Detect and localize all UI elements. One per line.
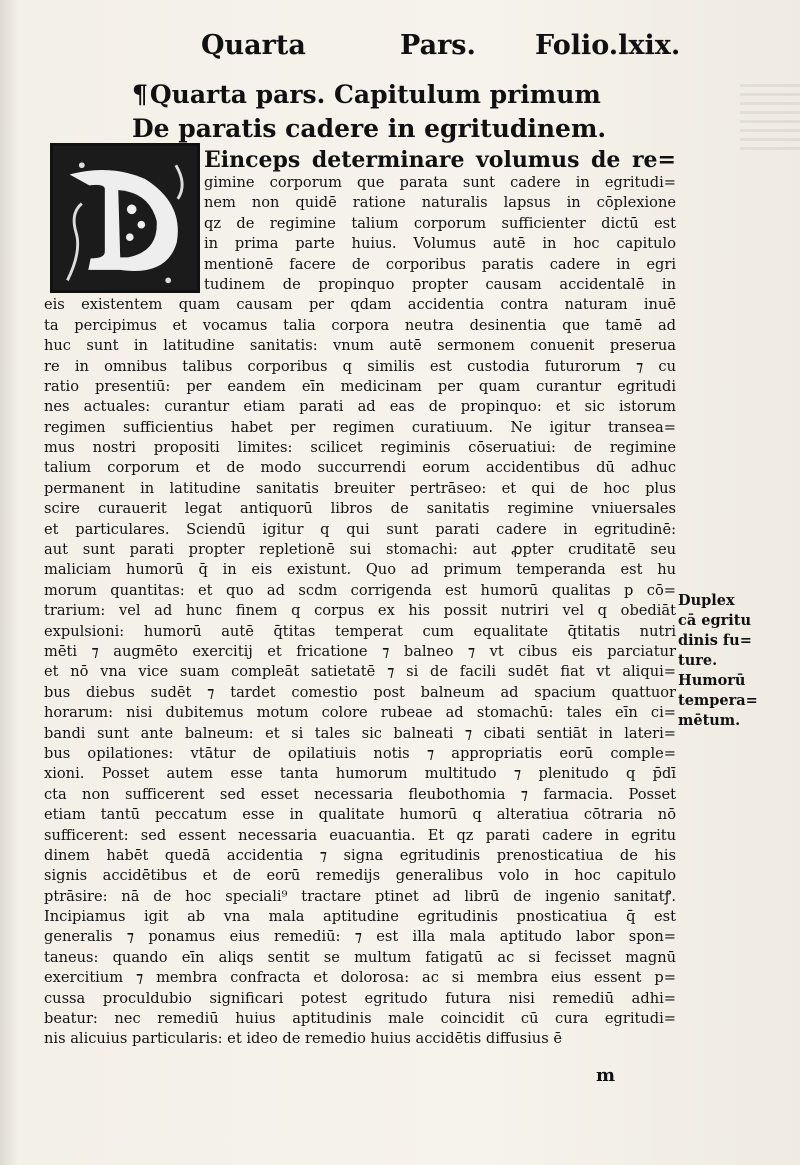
chapter-title-line1: ¶Quarta pars. Capitulum primum [132, 80, 601, 109]
body-line: etiam tantū peccatum esse in qualitate humorū q alteratiua cōtraria nō [44, 806, 676, 824]
body-line: Incipiamus igit ab vna mala aptitudine egritudinis pnosticatiua q̄ est [44, 908, 676, 926]
body-line: bus opilationes: vtātur de opilatiuis notis ⁊ appropriatis eorū comple= [44, 744, 676, 762]
body-line: morum quantitas: et quo ad scdm corrigenda est humorū qualitas p cō= [44, 581, 676, 599]
body-text [44, 148, 676, 1050]
body-line: qz de regimine talium corporum sufficienter dictū est [204, 214, 676, 232]
body-line: gimine corporum que parata sunt cadere in egritudi= [204, 174, 676, 191]
margin-note-line: mētum. [678, 712, 741, 729]
pilcrow-icon: ¶ [132, 80, 148, 109]
body-line: talium corporum et de modo succurrendi eorum accidentibus dū adhuc [44, 459, 676, 477]
body-line: re in omnibus talibus corporibus q similis est custodia futurorum ⁊ cu [44, 357, 676, 375]
body-line: et particulares. Sciendū igitur q qui sunt parati cadere in egritudinē: [44, 520, 676, 538]
body-line: trarium: vel ad hunc finem q corpus ex his possit nutriri vel q obediāt [44, 602, 676, 620]
signature-mark: m [596, 1065, 616, 1086]
body-line: mēti ⁊ augmēto exercitij et fricatione ⁊ balneo ⁊ vt cibus eis parciatur [44, 642, 676, 660]
running-header [195, 30, 775, 66]
margin-note [678, 591, 788, 731]
margin-note-line: Humorū [678, 672, 746, 689]
header-quarta: Quarta [201, 30, 306, 61]
body-line: exercitium ⁊ membra confracta et dolorosa: ac si membra eius essent p= [44, 969, 676, 987]
body-line: scire curauerit legat antiquorū libros de sanitatis regimine vniuersales [44, 500, 676, 518]
margin-note-line: Duplex [678, 592, 735, 609]
body-line: maliciam humorū q̄ in eis existunt. Quo ad primum temperanda est hu [44, 561, 676, 579]
body-line: expulsioni: humorū autē q̄titas temperat cum equalitate q̄titatis nutri [44, 622, 676, 640]
body-line: permanent in latitudine sanitatis breuiter pertrāseo: et qui de hoc plus [44, 479, 676, 497]
body-line: dinem habēt quedā accidentia ⁊ signa egritudinis prenosticatiua de his [44, 846, 676, 864]
body-line: eis existentem quam causam per qdam accidentia contra naturam inuē [44, 296, 676, 314]
body-line: xioni. Posset autem esse tanta humorum multitudo ⁊ plenitudo q p̄dī [44, 765, 676, 783]
body-line: huc sunt in latitudine sanitatis: vnum autē sermonem conuenit preserua [44, 337, 676, 355]
body-line: aut sunt parati propter repletionē sui stomachi: aut ꝓpter cruditatē seu [44, 541, 676, 559]
body-line: cussa proculdubio significari potest egritudo futura nisi remediū adhi= [44, 989, 676, 1007]
body-line: ratio presentiū: per eandem eīn medicinam per quam curantur egritudi [44, 377, 676, 395]
body-line: in prima parte huius. Volumus autē in hoc capitulo [204, 235, 676, 253]
body-line: ptrāsire: nā de hoc speciali⁹ tractare ptinet ad librū de ingenio sanitatꝭ. [44, 887, 676, 905]
body-line: signis accidētibus et de eorū remedijs generalibus volo in hoc capitulo [44, 867, 676, 885]
margin-note-line: ture. [678, 652, 718, 669]
margin-note-line: cā egritu [678, 612, 752, 629]
body-line: nem non quidē ratione naturalis lapsus in cōplexione [204, 194, 676, 212]
body-line: mus nostri propositi limites: scilicet regiminis cōseruatiui: de regimine [44, 439, 676, 457]
body-line: nes actuales: curantur etiam parati ad eas de propinquo: et sic istorum [44, 398, 676, 416]
margin-note-line: dinis fu= [678, 632, 752, 649]
margin-note-line: tempera= [678, 692, 758, 709]
body-line: et nō vna vice suam compleāt satietatē ⁊ si de facili sudēt fiat vt aliqui= [44, 663, 676, 681]
body-line: mentionē facere de corporibus paratis cadere in egri [204, 255, 676, 273]
bleed-through-text [740, 80, 800, 150]
body-line: tudinem de propinquo propter causam accidentalē in [204, 275, 676, 293]
header-folio: Folio.lxix. [535, 30, 681, 61]
chapter-title-line2: De paratis cadere in egritudinem. [132, 114, 607, 143]
body-line: regimen sufficientius habet per regimen curatiuum. Ne igitur transea= [44, 418, 676, 436]
body-line: cta non sufficerent sed esset necessaria fleubothomia ⁊ farmacia. Posset [44, 785, 676, 803]
body-line: horarum: nisi dubitemus motum colore rubeae ad stomachū: tales eīn ci= [44, 704, 676, 722]
body-line: ta percipimus et vocamus talia corpora neutra desinentia que tamē ad [44, 316, 676, 334]
chapter-title [132, 78, 632, 146]
body-line: sufficerent: sed essent necessaria euacuantia. Et qz parati cadere in egritu [44, 826, 676, 844]
body-line: nis alicuius particularis: et ideo de remedio huius accidētis diffusius ē [44, 1030, 562, 1048]
header-pars: Pars. [400, 30, 476, 61]
body-line: Einceps determinare volumus de re= [204, 148, 676, 173]
body-line: bus diebus sudēt ⁊ tardet comestio post balneum ad spacium quattuor [44, 683, 676, 701]
body-line: bandi sunt ante balneum: et si tales sic balneati ⁊ cibati sentiāt in lateri= [44, 724, 676, 742]
body-line: beatur: nec remediū huius aptitudinis male coincidit cū cura egritudi= [44, 1010, 676, 1028]
body-line: generalis ⁊ ponamus eius remediū: ⁊ est illa mala aptitudo labor spon= [44, 928, 676, 946]
body-line: taneus: quando eīn aliqs sentit se multum fatigatū ac si fecisset magnū [44, 948, 676, 966]
